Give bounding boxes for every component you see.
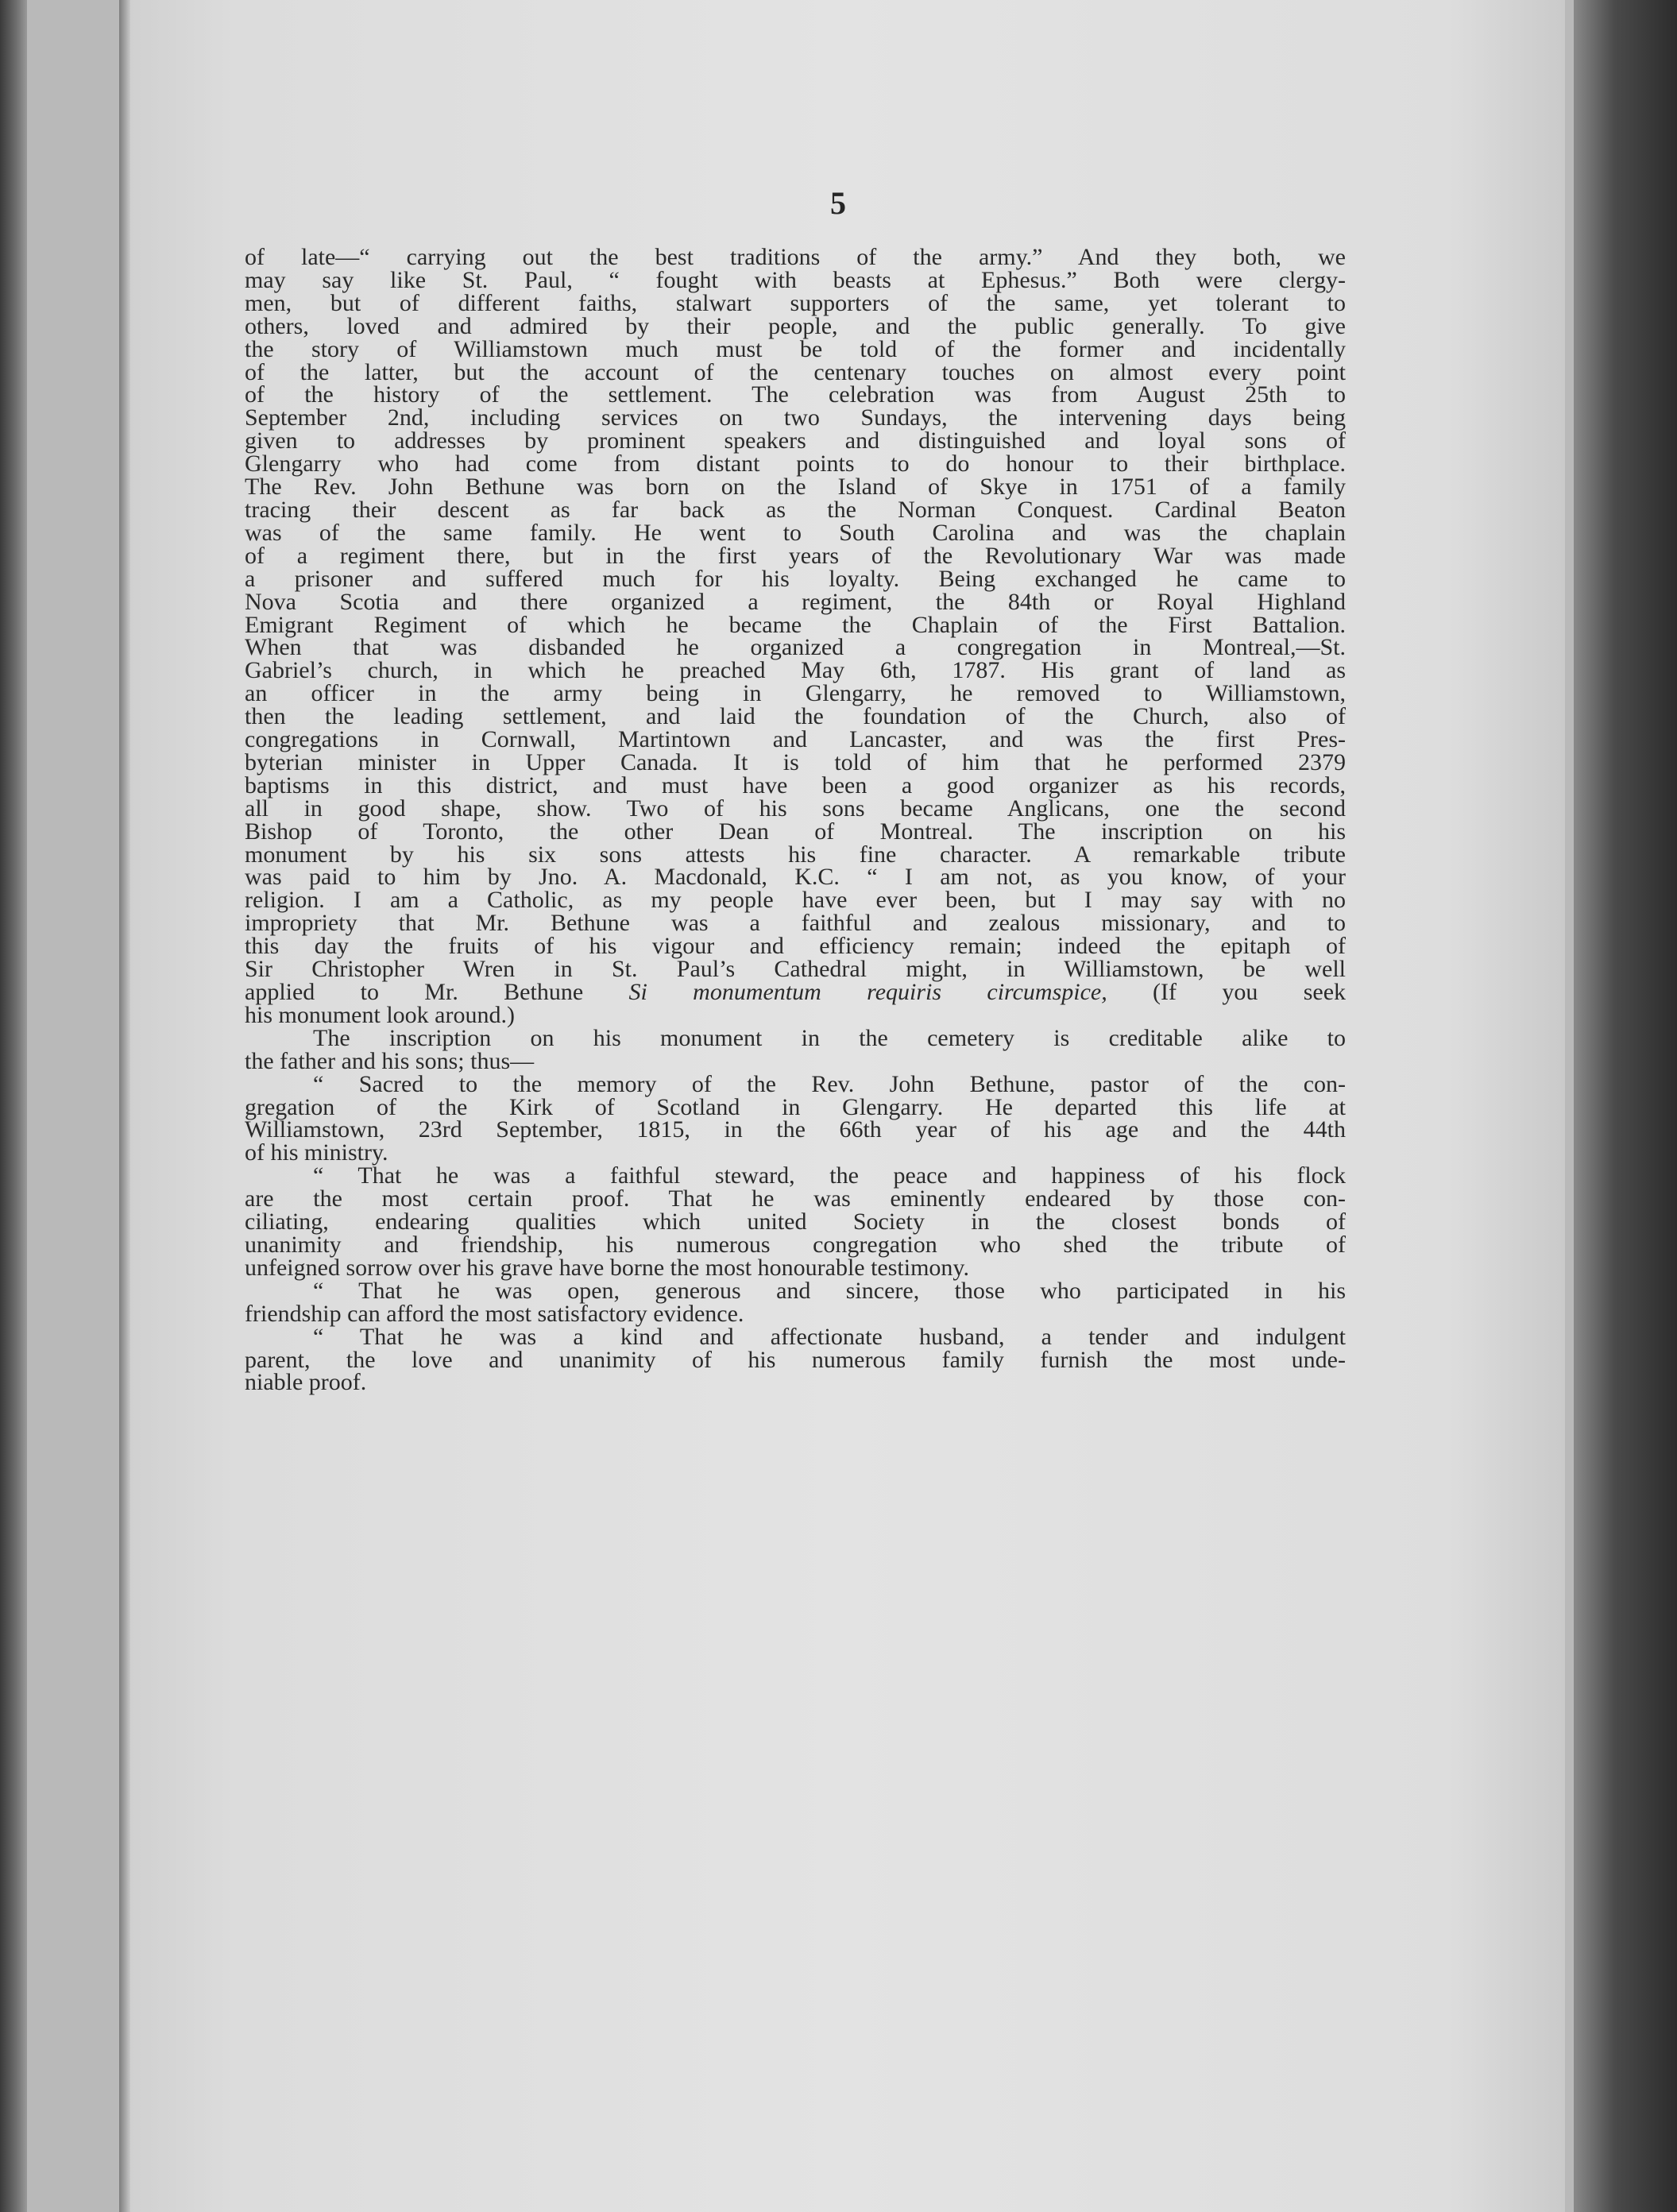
text-line: applied to Mr. Bethune Si monumentum requiris circumspice, (If you seek: [245, 979, 1347, 1005]
text-line: tracing their descent as far back as the Norman Conquest. Cardinal Beaton: [245, 496, 1346, 523]
text-line: parent, the love and unanimity of his numerous family furnish the most unde-: [245, 1346, 1346, 1373]
text-line: of the history of the settlement. The celebration was from August 25th to: [245, 381, 1346, 408]
scan-edge-left: [0, 0, 27, 2212]
paragraph-inscription-family: [245, 1323, 1346, 1396]
text-line: religion. I am a Catholic, as my people have ever been, but I may say with no: [245, 887, 1346, 914]
text-line: of late—“ carrying out the best traditions of the army.” And they both, we: [245, 244, 1346, 270]
text-line: the father and his sons; thus—: [245, 1047, 535, 1074]
text-line: others, loved and admired by their people, and the public generally. To give: [245, 312, 1346, 339]
paragraph-inscription-intro: [245, 1024, 1346, 1074]
text-line: the story of Williamstown much must be told of the former and incidentally: [245, 335, 1346, 362]
text-line: Glengarry who had come from distant points to do honour to their birthplace.: [245, 451, 1346, 478]
text-line: was paid to him by Jno. A. Macdonald, K.C. “ I am not, as you know, of your: [245, 864, 1346, 891]
paragraph-inscription-sacred: [245, 1070, 1346, 1166]
text-line: are the most certain proof. That he was eminently endeared by those con-: [245, 1185, 1346, 1212]
page-number: 5: [830, 185, 847, 221]
text-line: “ That he was a faithful steward, the peace and happiness of his flock: [313, 1162, 1346, 1189]
text-line: this day the fruits of his vigour and efficiency remain; indeed the epitaph of: [245, 933, 1346, 960]
text-line: of a regiment there, but in the first years of the Revolutionary War was made: [245, 542, 1346, 569]
text-line: of his ministry.: [245, 1139, 388, 1166]
text-line: men, but of different faiths, stalwart supporters of the same, yet tolerant to: [245, 289, 1346, 316]
text-line: friendship can afford the most satisfactory evidence.: [245, 1300, 744, 1327]
text-line: was of the same family. He went to South Carolina and was the chaplain: [245, 519, 1346, 546]
text-line: given to addresses by prominent speakers and distinguished and loyal sons of: [245, 427, 1346, 454]
paragraph-inscription-steward: [245, 1162, 1346, 1281]
text-line: baptisms in this district, and must have been a good organizer as his records,: [245, 771, 1346, 799]
text-line: Emigrant Regiment of which he became the Chaplain of the First Battalion.: [245, 611, 1346, 638]
text-line: may say like St. Paul, “ fought with beasts at Ephesus.” Both were clergy-: [245, 266, 1346, 293]
text-line: all in good shape, show. Two of his sons became Anglicans, one the second: [245, 795, 1346, 822]
text-line: congregations in Cornwall, Martintown and Lancaster, and was the first Pres-: [245, 726, 1346, 753]
text-line: “ That he was a kind and affectionate husband, a tender and indulgent: [313, 1323, 1346, 1350]
text-line: “ Sacred to the memory of the Rev. John Bethune, pastor of the con-: [313, 1070, 1346, 1097]
text-line: When that was disbanded he organized a congregation in Montreal,—St.: [245, 634, 1346, 661]
text-line: monument by his six sons attests his fine character. A remarkable tribute: [245, 841, 1346, 868]
text-line: then the leading settlement, and laid the foundation of the Church, also of: [245, 703, 1346, 730]
text-line: ciliating, endearing qualities which united Society in the closest bonds of: [245, 1208, 1346, 1236]
text-line: Nova Scotia and there organized a regiment, the 84th or Royal Highland: [245, 588, 1346, 615]
text-line: an officer in the army being in Glengarry, he removed to Williamstown,: [245, 680, 1346, 707]
text-line: Gabriel’s church, in which he preached May 6th, 1787. His grant of land as: [245, 657, 1346, 684]
text-line: The Rev. John Bethune was born on the Island of Skye in 1751 of a family: [245, 474, 1346, 501]
text-line: his monument look around.): [245, 1001, 515, 1028]
text-line: unfeigned sorrow over his grave have borne the most honourable testimony.: [245, 1254, 969, 1281]
latin-epitaph: Si monumentum requiris circumspice,: [628, 979, 1107, 1005]
text-line: “ That he was open, generous and sincere, those who participated in his: [313, 1277, 1346, 1304]
text-line: of the latter, but the account of the centenary touches on almost every point: [245, 358, 1346, 385]
page-gutter: [119, 0, 130, 2212]
text-line: Sir Christopher Wren in St. Paul’s Cathedral might, in Williamstown, be well: [245, 956, 1346, 983]
text-line: impropriety that Mr. Bethune was a faithful and zealous missionary, and to: [245, 910, 1346, 937]
text-line: September 2nd, including services on two Sundays, the intervening days being: [245, 404, 1346, 431]
scan-edge-right: [1574, 0, 1677, 2212]
text-line: gregation of the Kirk of Scotland in Glengarry. He departed this life at: [245, 1093, 1346, 1120]
text-line: Bishop of Toronto, the other Dean of Montreal. The inscription on his: [245, 818, 1346, 845]
text-line: The inscription on his monument in the cemetery is creditable alike to: [313, 1024, 1346, 1051]
text-line: unanimity and friendship, his numerous congregation who shed the tribute of: [245, 1231, 1346, 1258]
text-line: byterian minister in Upper Canada. It is told of him that he performed 2379: [245, 748, 1346, 775]
body-text: [245, 246, 1346, 1394]
paragraph-inscription-friendship: [245, 1277, 1346, 1327]
text-line: a prisoner and suffered much for his loyalty. Being exchanged he came to: [245, 565, 1346, 592]
text-line: Williamstown, 23rd September, 1815, in the 66th year of his age and the 44th: [245, 1116, 1346, 1143]
paragraph-bethune-history: [245, 246, 1346, 981]
text-line: niable proof.: [245, 1369, 367, 1396]
